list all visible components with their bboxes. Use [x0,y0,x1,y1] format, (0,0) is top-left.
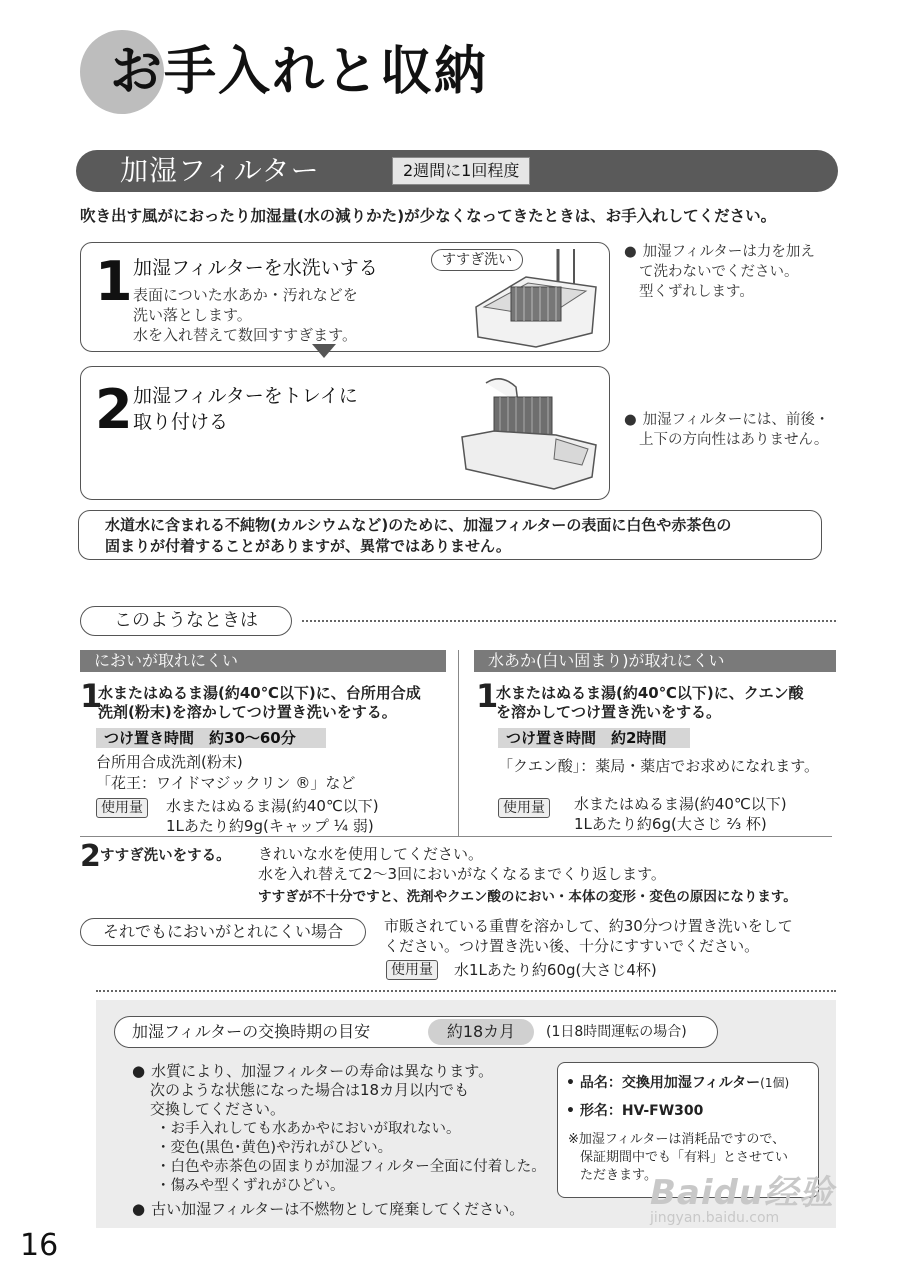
bullet-icon: ● [624,412,637,428]
bullet-icon: • [566,1103,580,1119]
right-column-heading: 水あか(白い固まり)が取れにくい [474,650,836,672]
step-arrow-icon [312,344,336,358]
text-line: 台所用合成洗剤(粉末) [96,753,243,771]
text-line: 水またはぬるま湯(約40℃以下)に、クエン酸 [496,684,804,702]
step-1-title: 加湿フィルターを水洗いする [133,257,378,279]
step-2-title [133,383,358,435]
right-step-1-number: 1 [476,677,499,715]
note-line: 加湿フィルターは力を加え [642,244,815,260]
left-step-1-number: 1 [80,677,103,715]
step-1-number: 1 [95,250,133,313]
text-line: 交換してください。 [150,1100,286,1118]
when-label: このようなときは [80,606,292,636]
replacement-period: 約18カ月 [428,1019,534,1045]
step-1-desc-line: 水を入れ替えて数回すすぎます。 [133,326,357,344]
baidu-watermark [650,1165,850,1245]
step-2-title-line: 加湿フィルターをトレイに [133,385,358,407]
text-line: 洗剤(粉末)を溶かしてつけ置き洗いをする。 [98,703,397,721]
bullet-icon: ● [132,1200,146,1218]
spec-name [566,1073,789,1093]
right-items [498,756,819,776]
note-line: 上下の方向性はありません。 [639,432,829,448]
right-usage-label-wrap [498,798,550,818]
right-soak-time: つけ置き時間 約2時間 [498,728,690,748]
intro-text: 吹き出す風がにおったり加湿量(水の減りかた)が少なくなってきたときは、お手入れしてください。 [80,207,777,225]
step-1-desc-line: 洗い落とします。 [133,306,252,324]
text-line: 「クエン酸」：薬局・薬店でお求めになれます。 [498,757,820,775]
text-line: 水またはぬるま湯(約40℃以下)に、台所用合成 [98,684,421,702]
list-item: ・白色や赤茶色の固まりが加湿フィルター全面に付着した。 [156,1159,546,1175]
replacement-condition: (1日8時間運転の場合) [546,1024,687,1040]
still-usage: 水1Lあたり約60g(大さじ4杯) [454,961,657,979]
right-usage-label: 使用量 [498,798,550,818]
replacement-label: 加湿フィルターの交換時期の目安 [132,1022,371,1041]
section-title: 加湿フィルター [120,154,320,187]
rinse-step-text [258,844,666,884]
caution-box [78,510,822,560]
replacement-bullet-1 [132,1062,493,1119]
caution-line: 固まりが付着することがありますが、異常ではありません。 [105,537,511,555]
rinse-tray-illustration [466,247,606,349]
step-2-title-line: 取り付ける [133,411,229,433]
left-usage-label: 使用量 [96,798,148,818]
step-2-box [80,366,610,500]
text-line: 「花王：ワイドマジックリン ®」など [96,774,356,792]
spec-name-label: 品名：交換用加湿フィルター [579,1075,761,1091]
rinse-step-label: すすぎ洗いをする。 [100,848,231,864]
text-line: 古い加湿フィルターは不燃物として廃棄してください。 [151,1200,525,1218]
text-line: 水またはぬるま湯(約40℃以下) [574,795,787,813]
note-line: 型くずれします。 [639,284,754,300]
text-line: 市販されている重曹を溶かして、約30分つけ置き洗いをして [384,917,793,935]
step-2-number: 2 [95,378,133,441]
rinse-warning: すすぎが不十分ですと、洗剤やクエン酸のにおい・本体の変形・変色の原因になります。 [258,889,797,905]
still-smells-text [384,916,793,956]
text-line: 水質により、加湿フィルターの寿命は異なります。 [151,1062,494,1080]
left-usage [166,796,379,836]
left-usage-label-wrap [96,798,148,818]
step-2-note [624,410,829,450]
step-2-divider [80,836,832,837]
filter-tray-illustration [456,373,606,495]
text-line: ください。つけ置き洗い後、十分にすすいでください。 [384,937,760,955]
page-title: お手入れと収納 [110,42,489,102]
text-line: ※加湿フィルターは消耗品ですので、 [568,1132,786,1147]
step-1-desc-line: 表面についた水あか・汚れなどを [133,286,358,304]
dotted-divider [302,620,836,622]
page-number: 16 [20,1228,59,1263]
replacement-bullet-2 [132,1200,524,1219]
text-line: きれいな水を使用してください。 [258,845,484,863]
caution-line: 水道水に含まれる不純物(カルシウムなど)のために、加湿フィルターの表面に白色や赤茶色の [105,516,732,534]
text-line: 水またはぬるま湯(約40℃以下) [166,797,379,815]
left-step-1-text [98,684,421,722]
note-line: て洗わないでください。 [639,264,799,280]
text-line: 水を入れ替えて2〜3回においがなくなるまでくり返します。 [258,865,666,883]
dotted-divider [96,990,836,992]
still-usage-label-wrap [386,960,438,980]
list-item: ・お手入れしても水あかやにおいが取れない。 [156,1121,461,1137]
text-line: 保証期間中でも「有料」とさせてい [580,1150,789,1165]
watermark-sub: jingyan.baidu.com [650,1210,780,1226]
text-line: を溶かしてつけ置き洗いをする。 [496,703,722,721]
frequency-badge: 2週間に1回程度 [392,157,530,185]
bullet-icon: ● [624,244,637,260]
text-line: 次のような状態になった場合は18カ月以内でも [150,1081,470,1099]
right-usage [574,794,787,834]
rinse-step-number: 2 [80,839,101,874]
right-step-1-text [496,684,803,722]
left-column-heading: においが取れにくい [80,650,446,672]
step-1-note [624,242,815,302]
still-smells-label: それでもにおいがとれにくい場合 [80,918,366,946]
list-item: ・傷みや型くずれがひどい。 [156,1178,345,1194]
step-1-box [80,242,610,352]
replacement-sub-items [156,1120,546,1196]
text-line: 1Lあたり約6g(大さじ ⅔ 杯) [574,815,767,833]
spec-model-label: 形名：HV-FW300 [579,1103,704,1119]
bullet-icon: ● [132,1062,146,1080]
watermark-main: Baidu经验 [650,1173,835,1213]
text-line: ただきます。 [580,1168,657,1183]
spec-model [566,1101,703,1121]
text-line: 1Lあたり約9g(キャップ ¼ 弱) [166,817,374,835]
left-soak-time: つけ置き時間 約30〜60分 [96,728,326,748]
left-items [96,752,355,794]
rinse-label: すすぎ洗い [431,249,523,271]
bullet-icon: • [566,1075,580,1091]
step-1-description [133,285,358,345]
column-divider [458,650,459,836]
still-usage-label: 使用量 [386,960,438,980]
list-item: ・変色(黒色･黄色)や汚れがひどい。 [156,1140,393,1156]
note-line: 加湿フィルターには、前後・ [642,412,830,428]
spec-quantity: (1個) [760,1076,790,1090]
